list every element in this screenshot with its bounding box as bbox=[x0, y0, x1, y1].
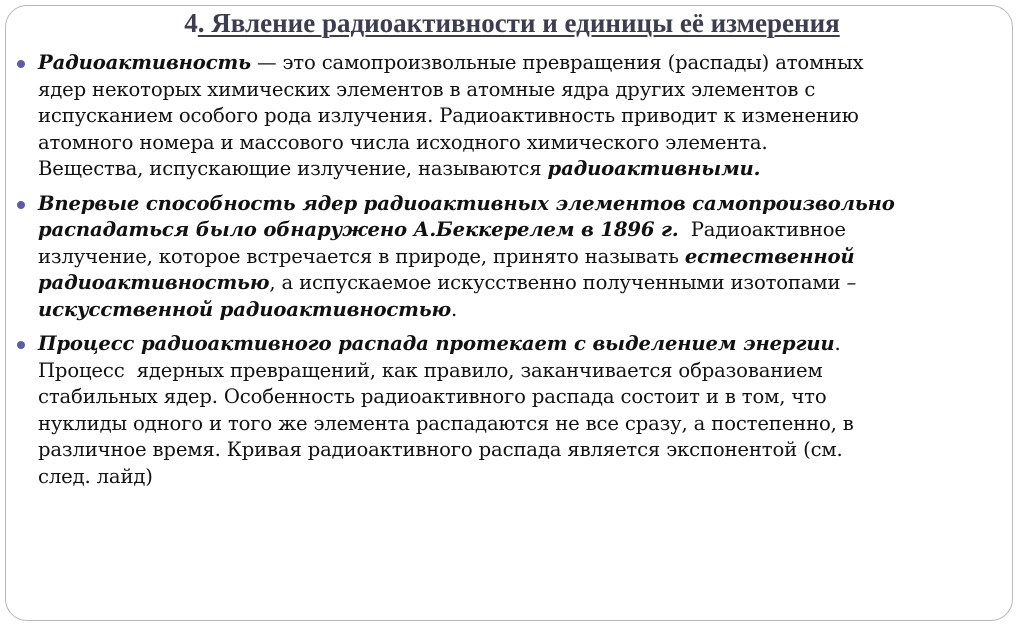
text-run: различное время. Кривая радиоактивного распада является экспонентой (см. bbox=[38, 438, 843, 461]
text-run: ядер некоторых химических элементов в атомные ядра других элементов с bbox=[38, 77, 816, 101]
slide-content bbox=[14, 50, 1004, 498]
text-run: излучение, которое встречается в природе, принято называть bbox=[38, 244, 685, 268]
text-line bbox=[38, 464, 1004, 491]
text-line bbox=[38, 411, 1004, 438]
text-run: нуклиды одного и того же элемента распадаются не все сразу, а постепенно, в bbox=[38, 411, 854, 435]
text-run: стабильных ядер. Особенность радиоактивного распада состоит и в том, что bbox=[38, 385, 827, 408]
text-line bbox=[38, 384, 1004, 411]
slide-title-number: 4 bbox=[184, 8, 198, 38]
slide-title-text: . Явление радиоактивности и единицы её измерения bbox=[197, 8, 840, 38]
bullet-dot-icon bbox=[17, 201, 25, 209]
text-line bbox=[38, 297, 1004, 324]
text-run: . bbox=[834, 332, 841, 355]
text-line bbox=[38, 244, 1004, 271]
text-line bbox=[38, 156, 1004, 183]
term-artificial-radioactivity: искусственной радиоактивностью bbox=[38, 297, 451, 321]
text-line bbox=[38, 77, 1004, 104]
text-line bbox=[38, 50, 1004, 77]
text-line bbox=[38, 191, 1004, 218]
term-natural: естественной bbox=[684, 244, 855, 268]
text-run-emphasis: распадаться было обнаружено А.Беккерелем в 1896 г. bbox=[38, 218, 679, 241]
text-line bbox=[38, 130, 1004, 157]
text-run: испусканием особого рода излучения. Радиоактивность приводит к изменению bbox=[38, 104, 859, 127]
text-line bbox=[38, 270, 1004, 297]
text-line bbox=[38, 103, 1004, 130]
bullet-dot-icon bbox=[17, 60, 25, 68]
term-radioactivity-natural: радиоактивностью bbox=[38, 271, 270, 294]
slide-title bbox=[0, 6, 1024, 40]
text-run: след. лайд) bbox=[38, 464, 153, 488]
text-run: атомного номера и массового числа исходного химического элемента. bbox=[38, 130, 768, 154]
text-run-emphasis: Впервые способность ядер радиоактивных элементов самопроизвольно bbox=[38, 191, 895, 215]
bullet-item-decay-process bbox=[14, 331, 1004, 490]
text-line bbox=[38, 358, 1004, 385]
text-run: Радиоактивное bbox=[678, 218, 846, 241]
bullet-item-becquerel-discovery bbox=[14, 191, 1004, 324]
text-line bbox=[38, 437, 1004, 464]
text-run: Вещества, испускающие излучение, называются bbox=[38, 157, 548, 180]
term-radioactive: радиоактивными. bbox=[547, 157, 761, 180]
text-run: . bbox=[451, 297, 458, 321]
text-run: Процесс ядерных превращений, как правило, заканчивается образованием bbox=[38, 358, 823, 382]
bullet-item-radioactivity-definition bbox=[14, 50, 1004, 183]
text-line bbox=[38, 331, 1004, 358]
text-run: , а испускаемое искусственно полученными изотопами – bbox=[269, 271, 857, 294]
text-line bbox=[38, 217, 1004, 244]
text-run: — это самопроизвольные превращения (распады) атомных bbox=[250, 51, 864, 74]
bullet-dot-icon bbox=[17, 341, 25, 349]
text-run-emphasis: Процесс радиоактивного распада протекает с выделением энергии bbox=[38, 332, 835, 355]
term-radioactivity: Радиоактивность bbox=[38, 51, 251, 74]
